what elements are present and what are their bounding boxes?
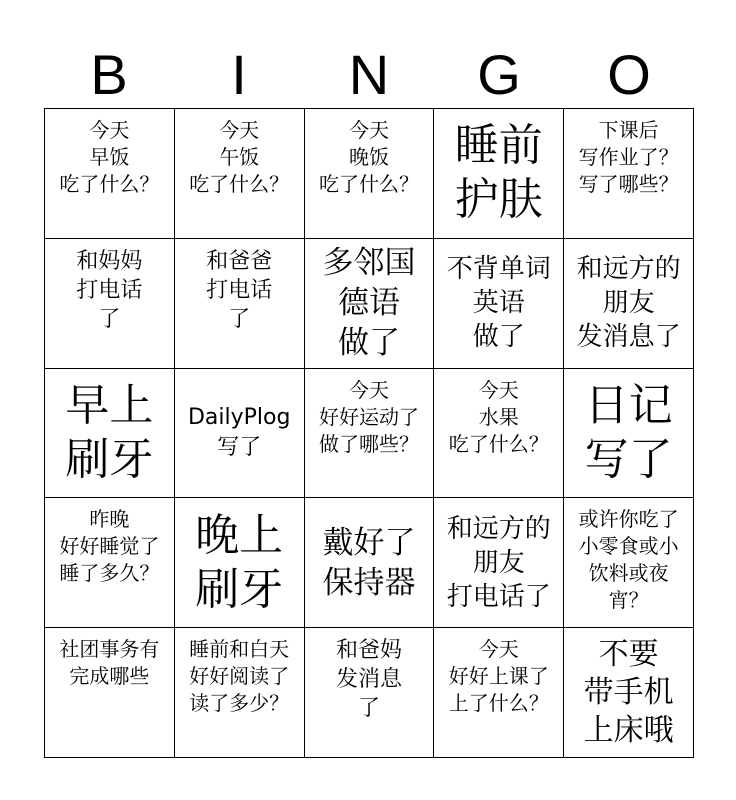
- cell-text: 今天 早饭 吃了什么？: [59, 118, 160, 196]
- bingo-cell-r3c3[interactable]: [305, 369, 435, 499]
- cell-text: 今天 水果 吃了什么？: [448, 377, 549, 456]
- cell-text: 晚上 刷牙: [195, 509, 284, 615]
- cell-text: 不要 带手机 上床哦: [583, 636, 674, 748]
- bingo-header: [44, 44, 694, 106]
- header-letter-o: O: [607, 43, 651, 106]
- bingo-cell-r4c5[interactable]: [564, 498, 694, 628]
- cell-text: 下课后 写作业了？ 写了哪些？: [578, 118, 679, 196]
- header-letter-g: G: [477, 43, 521, 106]
- cell-text: 和远方的 朋友 打电话了: [446, 513, 551, 612]
- cell-text: 日记 写了: [584, 379, 673, 485]
- cell-text: 睡前和白天 好好阅读了 读了多少？: [189, 637, 290, 716]
- bingo-cell-r4c4[interactable]: [434, 498, 564, 628]
- bingo-cell-r5c1[interactable]: [45, 628, 175, 758]
- bingo-cell-r1c2[interactable]: [175, 109, 305, 239]
- cell-text: 社团事务有 完成哪些: [59, 637, 160, 689]
- cell-text: 睡前 护肤: [454, 120, 543, 226]
- cell-text: 今天 好好运动了 做了哪些？: [318, 377, 419, 456]
- bingo-cell-r4c3[interactable]: [305, 498, 435, 628]
- header-letter-i: I: [231, 43, 247, 106]
- bingo-cell-r5c4[interactable]: [434, 628, 564, 758]
- header-letter-b: B: [90, 43, 128, 106]
- bingo-cell-r2c3[interactable]: [305, 239, 435, 369]
- bingo-cell-r4c1[interactable]: [45, 498, 175, 628]
- bingo-cell-r1c4[interactable]: [434, 109, 564, 239]
- cell-text: 昨晚 好好睡觉了 睡了多久？: [59, 507, 160, 586]
- bingo-cell-r3c4[interactable]: [434, 369, 564, 499]
- cell-text: 多邻国 德语 做了: [322, 245, 416, 362]
- cell-text: 和远方的 朋友 发消息了: [576, 254, 681, 353]
- bingo-cell-r3c2[interactable]: [175, 369, 305, 499]
- cell-text: 和爸妈 发消息 了: [335, 638, 402, 722]
- bingo-cell-r1c5[interactable]: [564, 109, 694, 239]
- bingo-cell-r1c1[interactable]: [45, 109, 175, 239]
- header-letter-n: N: [348, 43, 390, 106]
- cell-text: DailyPlog 写了: [187, 404, 291, 460]
- cell-text: 今天 晚饭 吃了什么？: [318, 118, 419, 196]
- cell-text: 和妈妈 打电话 了: [76, 248, 143, 332]
- bingo-cell-r4c2[interactable]: [175, 498, 305, 628]
- bingo-cell-r5c2[interactable]: [175, 628, 305, 758]
- cell-text: 不背单词 英语 做了: [446, 254, 551, 353]
- bingo-cell-r2c4[interactable]: [434, 239, 564, 369]
- bingo-cell-r2c2[interactable]: [175, 239, 305, 369]
- bingo-cell-r1c3[interactable]: [305, 109, 435, 239]
- cell-text: 今天 午饭 吃了什么？: [189, 118, 290, 196]
- cell-text: 或许你吃了 小零食或小 饮料或夜 宵？: [578, 507, 679, 613]
- bingo-cell-r2c5[interactable]: [564, 239, 694, 369]
- cell-text: 和爸爸 打电话 了: [206, 248, 273, 332]
- cell-text: 今天 好好上课了 上了什么？: [448, 637, 549, 716]
- cell-text: 早上 刷牙: [65, 379, 154, 485]
- bingo-grid: [44, 108, 694, 758]
- bingo-cell-r3c5[interactable]: [564, 369, 694, 499]
- bingo-cell-r5c5[interactable]: [564, 628, 694, 758]
- bingo-cell-r3c1[interactable]: [45, 369, 175, 499]
- bingo-cell-r2c1[interactable]: [45, 239, 175, 369]
- bingo-cell-r5c3[interactable]: [305, 628, 435, 758]
- cell-text: 戴好了 保持器: [322, 524, 416, 601]
